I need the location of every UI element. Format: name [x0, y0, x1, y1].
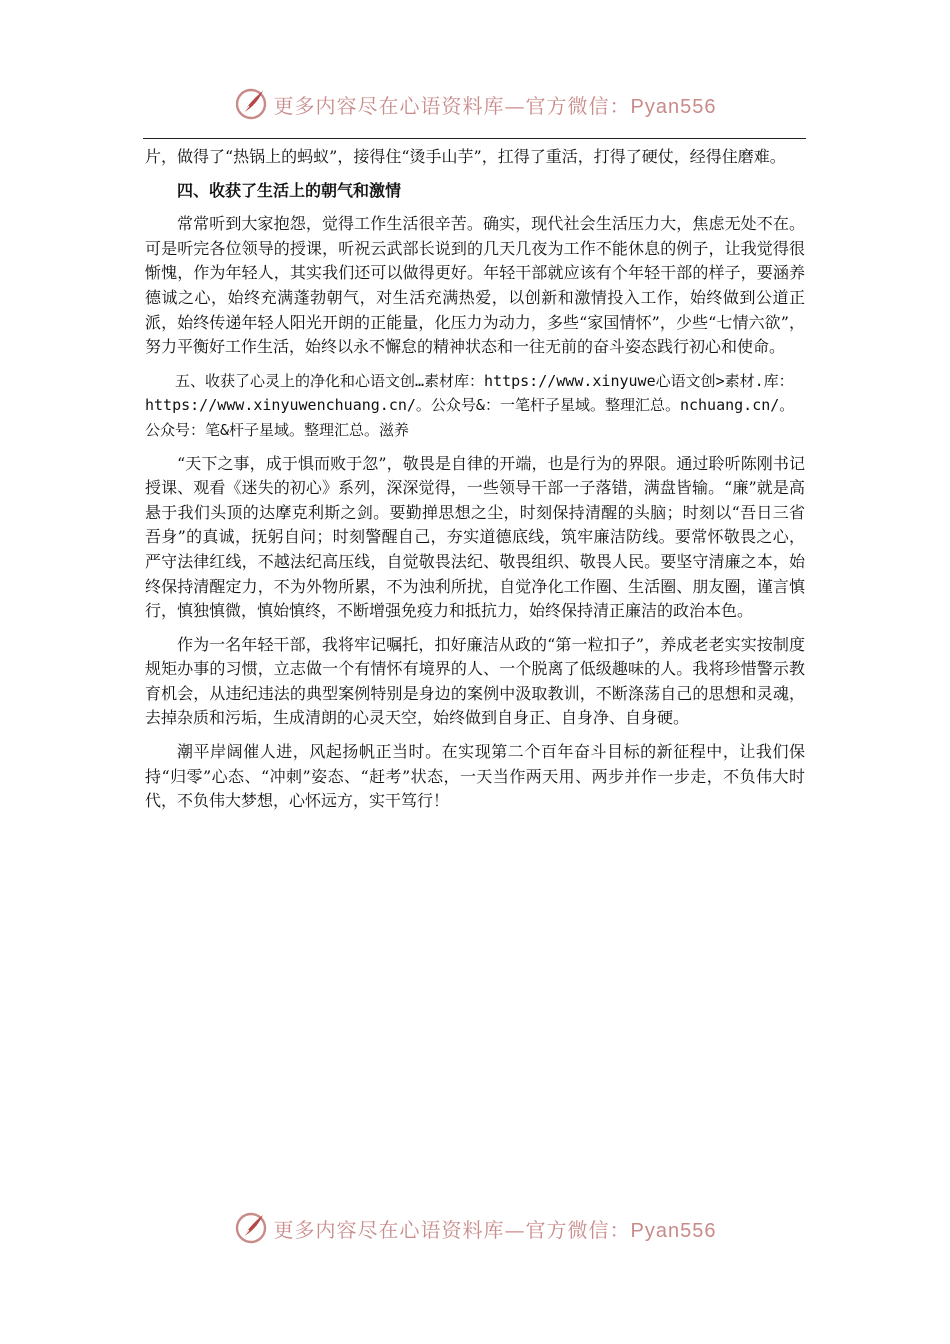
paragraph-continuation: 片，做得了“热锅上的蚂蚁”，接得住“烫手山芋”，扛得了重活，打得了硬仗，经得住磨难。 — [145, 147, 786, 166]
footer-banner-text: 更多内容尽在心语资料库—官方微信：Pyan556 — [273, 1217, 717, 1242]
paragraph-young-cadre: 作为一名年轻干部，我将牢记嘱托，扣好廉洁从政的“第一粒扣子”，养成老老实实按制度规矩办事的习惯，立志做一个有情怀有境界的人、一个脱离了低级趣味的人。我将珍惜警示教育机会，从违纪违法的典型案例特别是身边的案例中汲取教训，不断涤荡自己的思想和灵魂，去掉杂质和污垢，生成清朗的心灵天空，始终做到自身正、自身净、自身硬。 — [145, 634, 805, 728]
section-heading-5-garbled: 五、收获了心灵上的净化和心语文创…素材库：https://www.xinyuwe心语文创>素材.库：https://www.xinyuwenchuang.cn/。公众号&：一笔杆子星域。整理汇总。nchuang.cn/。公众号：笔&杆子星域。整理汇总。滋养 — [145, 371, 795, 439]
header-banner — [0, 84, 950, 124]
header-divider — [143, 138, 806, 139]
header-banner-text: 更多内容尽在心语资料库—官方微信：Pyan556 — [273, 93, 717, 118]
paragraph-reverence: “天下之事，成于惧而败于忽”，敬畏是自律的开端，也是行为的界限。通过聆听陈刚书记授课、观看《迷失的初心》系列，深深觉得，一些领导干部一子落错，满盘皆输。“廉”就是高悬于我们头顶的达摩克利斯之剑。要勤掸思想之尘，时刻保持清醒的头脑；时刻以“吾日三省吾身”的真诚，抚躬自问；时刻警醒自己，夯实道德底线，筑牢廉洁防线。要常怀敬畏之心，严守法律红线，不越法纪高压线，自觉敬畏法纪、敬畏组织、敬畏人民。要坚守清廉之本，始终保持清醒定力，不为外物所累，不为浊利所扰，自觉净化工作圈、生活圈、朋友圈，谨言慎行，慎独慎微，慎始慎终，不断增强免疫力和抵抗力，始终保持清正廉洁的政治本色。 — [145, 453, 805, 621]
paragraph-life: 常常听到大家抱怨，觉得工作生活很辛苦。确实，现代社会生活压力大，焦虑无处不在。可是听完各位领导的授课，听祝云武部长说到的几天几夜为工作不能休息的例子，让我觉得很惭愧，作为年轻人，其实我们还可以做得更好。年轻干部就应该有个年轻干部的样子，要涵养德诚之心，始终充满蓬勃朝气，对生活充满热爱，以创新和激情投入工作，始终做到公道正派，始终传递年轻人阳光开朗的正能量，化压力为动力，多些“家国情怀”，少些“七情六欲”，努力平衡好工作生活，始终以永不懈怠的精神状态和一往无前的奋斗姿态践行初心和使命。 — [145, 214, 805, 357]
footer-wechat-id: Pyan556 — [630, 1219, 717, 1242]
section-heading-4: 四、收获了生活上的朝气和激情 — [177, 180, 402, 200]
quill-pen-logo-icon — [234, 87, 268, 121]
quill-pen-logo-icon — [234, 1211, 268, 1245]
document-body — [145, 145, 805, 823]
footer-banner — [0, 1208, 950, 1248]
paragraph-conclusion: 潮平岸阔催人进，风起扬帆正当时。在实现第二个百年奋斗目标的新征程中，让我们保持“归零”心态、“冲刺”姿态、“赶考”状态，一天当作两天用、两步并作一步走，不负伟大时代，不负伟大梦想，心怀远方，实干笃行！ — [145, 742, 805, 811]
header-wechat-id: Pyan556 — [630, 95, 717, 118]
